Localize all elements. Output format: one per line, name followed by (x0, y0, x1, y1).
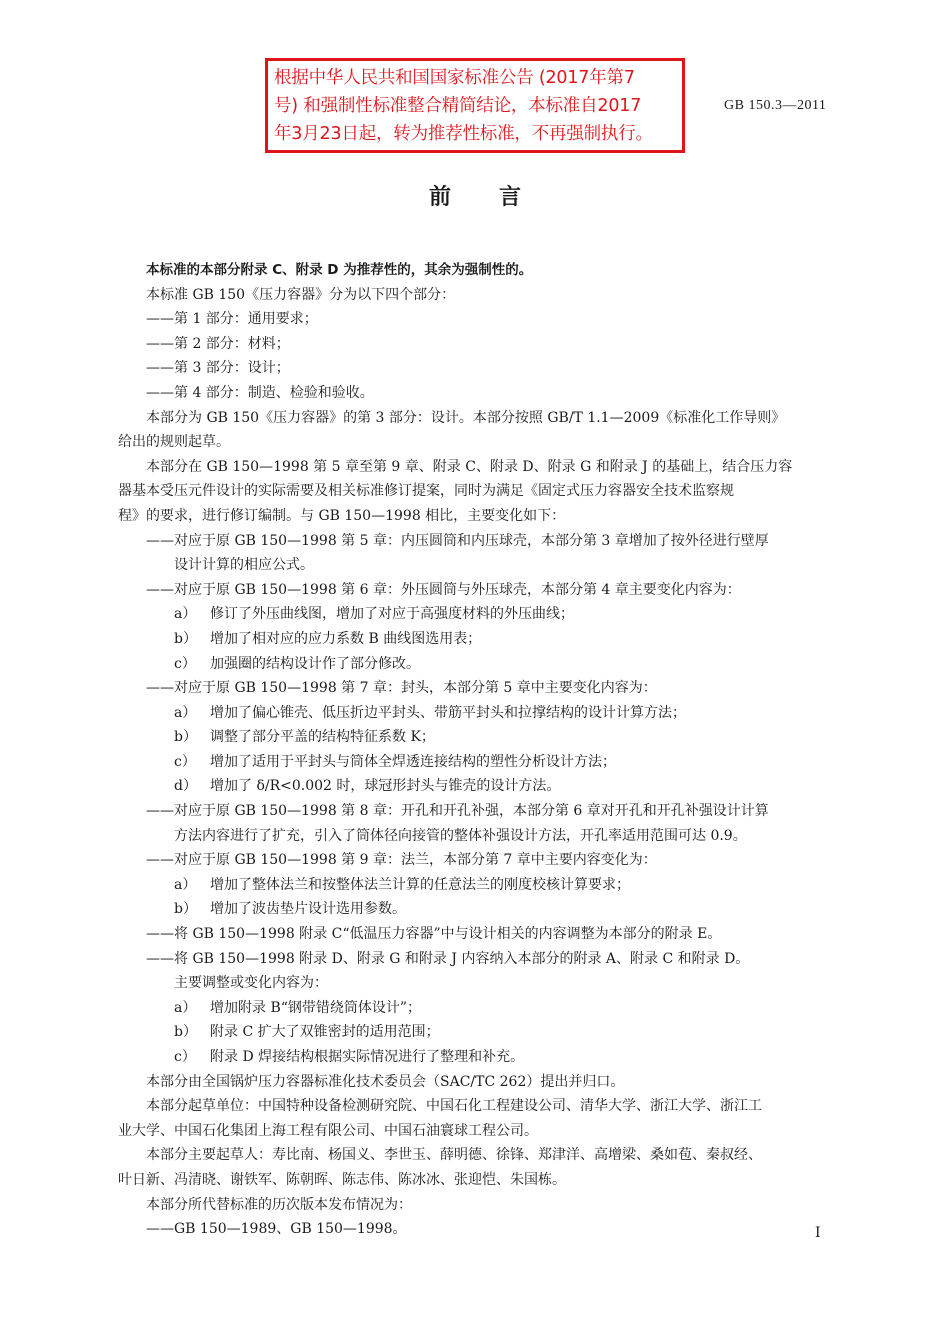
sub-item (118, 725, 848, 750)
paragraph-continued: 叶日新、冯清晓、谢铁军、陈朝晖、陈志伟、陈冰冰、张迎恺、朱国栋。 (118, 1171, 566, 1188)
sub-item (118, 873, 848, 898)
notice-line: 根据中华人民共和国国家标准公告 (2017年第7 (274, 68, 635, 88)
list-item: ——第 1 部分：通用要求； (146, 311, 318, 328)
change-item: ——对应于原 GB 150—1998 第 9 章：法兰，本部分第 7 章中主要内容变化为： (146, 852, 657, 869)
change-item-continued: 方法内容进行了扩充，引入了筒体径向接管的整体补强设计方法，开孔率适用范围可达 0.9。 (174, 827, 747, 844)
sub-item-label: c） (174, 655, 196, 672)
sub-item-text: 增加了波齿垫片设计选用参数。 (210, 901, 406, 918)
standard-number: GB 150.3—2011 (724, 98, 827, 113)
list-item: ——GB 150—1989、GB 150—1998。 (146, 1221, 407, 1238)
sub-item-label: a） (174, 704, 197, 721)
sub-item (118, 652, 848, 677)
change-item: ——将 GB 150—1998 附录 C“低温压力容器”中与设计相关的内容调整为本部分的附录 E。 (146, 926, 722, 943)
sub-item-label: a） (174, 999, 197, 1016)
sub-item (118, 602, 848, 627)
paragraph: 本部分起草单位：中国特种设备检测研究院、中国石化工程建设公司、清华大学、浙江大学、浙江工 (146, 1098, 762, 1115)
paragraph-continued: 业大学、中国石化集团上海工程有限公司、中国石油寰球工程公司。 (118, 1122, 538, 1139)
sub-item-label: a） (174, 606, 197, 623)
notice-line: 年3月23日起，转为推荐性标准，不再强制执行。 (274, 124, 653, 144)
sub-item (118, 750, 848, 775)
sub-item-text: 附录 C 扩大了双锥密封的适用范围； (210, 1024, 440, 1041)
sub-item (118, 701, 848, 726)
sub-item (118, 1045, 848, 1070)
sub-item-text: 增加了整体法兰和按整体法兰计算的任意法兰的刚度校核计算要求； (210, 876, 630, 893)
change-item-continued: 设计计算的相应公式。 (174, 557, 314, 574)
sub-item-label: c） (174, 753, 196, 770)
change-item: ——对应于原 GB 150—1998 第 8 章：开孔和开孔补强，本部分第 6 章对开孔和开孔补强设计计算 (146, 803, 769, 820)
red-notice-box (265, 58, 685, 153)
change-item-continued: 主要调整或变化内容为： (174, 975, 328, 992)
list-item: ——第 2 部分：材料； (146, 335, 290, 352)
paragraph: 本标准 GB 150《压力容器》分为以下四个部分： (146, 286, 456, 303)
foreword-body (118, 258, 848, 1242)
change-item: ——对应于原 GB 150—1998 第 6 章：外压圆筒与外压球壳，本部分第 4 章主要变化内容为： (146, 581, 741, 598)
paragraph: 本标准的本部分附录 C、附录 D 为推荐性的，其余为强制性的。 (146, 262, 533, 278)
sub-item-text: 附录 D 焊接结构根据实际情况进行了整理和补充。 (210, 1049, 525, 1065)
list-item: ——第 4 部分：制造、检验和验收。 (146, 384, 374, 401)
sub-item (118, 996, 848, 1021)
sub-item-label: b） (174, 729, 197, 746)
sub-item (118, 774, 848, 799)
sub-item (118, 897, 848, 922)
sub-item-text: 增加了适用于平封头与筒体全焊透连接结构的塑性分析设计方法； (210, 753, 616, 770)
change-item: ——将 GB 150—1998 附录 D、附录 G 和附录 J 内容纳入本部分的附录 A、附录 C 和附录 D。 (146, 950, 750, 967)
paragraph: 本部分所代替标准的历次版本发布情况为： (146, 1196, 412, 1213)
paragraph: 本部分主要起草人：寿比南、杨国义、李世玉、薛明德、徐锋、郑津洋、高增梁、桑如苞、秦叔经、 (146, 1147, 762, 1164)
paragraph-continued: 器基本受压元件设计的实际需要及相关标准修订提案，同时为满足《固定式压力容器安全技术监察规 (118, 483, 734, 500)
sub-item-label: d） (174, 778, 197, 795)
paragraph: 本部分在 GB 150—1998 第 5 章至第 9 章、附录 C、附录 D、附录 G 和附录 J 的基础上，结合压力容 (146, 458, 793, 475)
sub-item-text: 增加了 δ/R<0.002 时，球冠形封头与锥壳的设计方法。 (210, 778, 561, 795)
paragraph-continued: 程》的要求，进行修订编制。与 GB 150—1998 相比，主要变化如下： (118, 507, 566, 524)
sub-item-text: 调整了部分平盖的结构特征系数 K； (210, 729, 435, 746)
paragraph: 本部分为 GB 150《压力容器》的第 3 部分：设计。本部分按照 GB/T 1.1—2009《标准化工作导则》 (146, 409, 786, 426)
change-item: ——对应于原 GB 150—1998 第 7 章：封头，本部分第 5 章中主要变化内容为： (146, 680, 657, 697)
sub-item-text: 增加附录 B“钢带错绕筒体设计”； (210, 999, 422, 1016)
sub-item-text: 增加了偏心锥壳、低压折边平封头、带筋平封头和拉撑结构的设计计算方法； (210, 704, 686, 721)
paragraph-continued: 给出的规则起草。 (118, 434, 230, 451)
paragraph: 本部分由全国锅炉压力容器标准化技术委员会（SAC/TC 262）提出并归口。 (146, 1073, 625, 1090)
change-item: ——对应于原 GB 150—1998 第 5 章：内压圆筒和内压球壳，本部分第 3 章增加了按外径进行壁厚 (146, 532, 769, 549)
sub-item-text: 修订了外压曲线图，增加了对应于高强度材料的外压曲线； (210, 606, 574, 623)
sub-item (118, 1020, 848, 1045)
sub-item-label: b） (174, 901, 197, 918)
sub-item-label: b） (174, 1024, 197, 1041)
page-number: I (815, 1225, 821, 1241)
sub-item-text: 增加了相对应的应力系数 B 曲线图选用表； (210, 630, 482, 647)
page-title: 前言 (428, 185, 569, 210)
list-item: ——第 3 部分：设计； (146, 360, 290, 377)
sub-item-label: c） (174, 1049, 196, 1065)
sub-item-label: b） (174, 630, 197, 647)
notice-line: 号) 和强制性标准整合精简结论，本标准自2017 (274, 96, 642, 116)
sub-item-text: 加强圈的结构设计作了部分修改。 (210, 655, 420, 672)
sub-item-label: a） (174, 876, 197, 893)
sub-item (118, 627, 848, 652)
